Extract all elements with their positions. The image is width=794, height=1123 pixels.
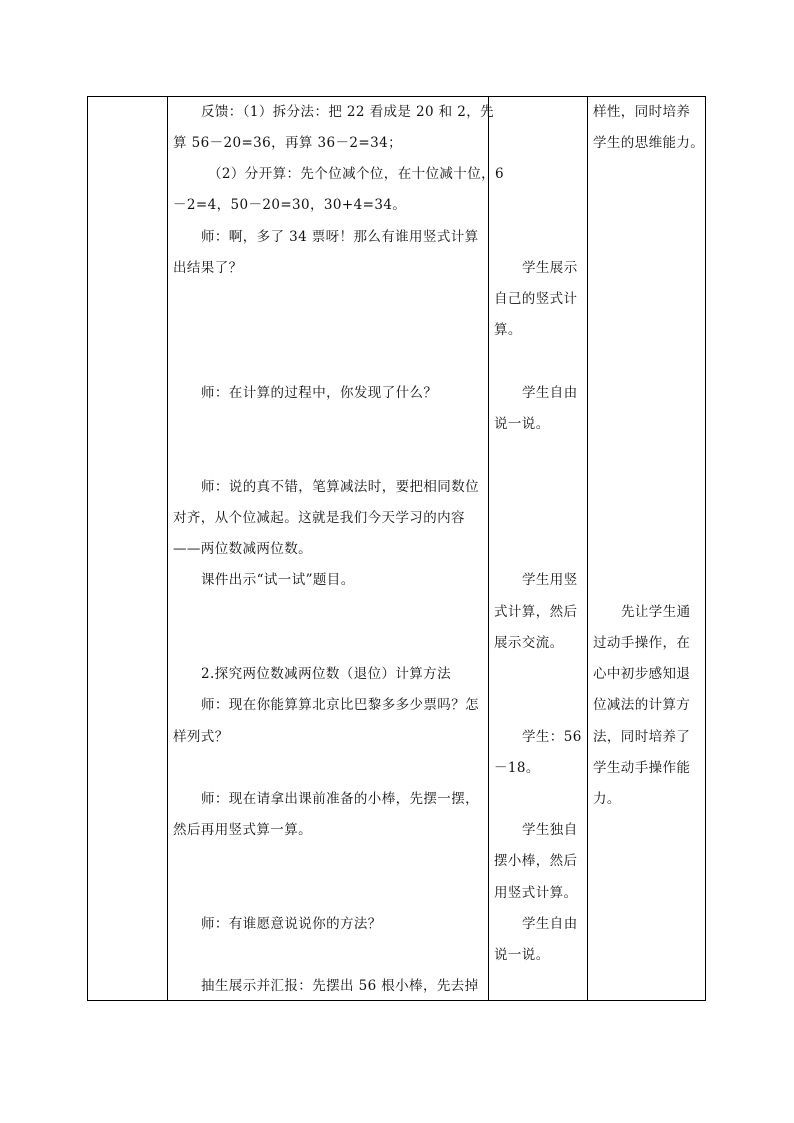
text-line: 师：啊，多了 34 票呀！那么有谁用竖式计算 xyxy=(201,229,479,245)
text-line: 师：说的真不错，笔算减法时，要把相同数位 xyxy=(201,479,479,495)
text-line: －2=4，50－20=30，30+4=34。 xyxy=(173,197,407,213)
text-line: 自己的竖式计 xyxy=(494,291,578,307)
text-line: 出结果了？ xyxy=(173,260,243,276)
text-line: 先让学生通 xyxy=(621,604,691,620)
text-line: ——两位数减两位数。 xyxy=(173,541,312,557)
text-line: 位减法的计算方 xyxy=(593,697,691,713)
text-line: 课件出示“试一试”题目。 xyxy=(201,572,355,588)
text-line: 摆小棒，然后 xyxy=(494,853,578,869)
text-line: 师：在计算的过程中，你发现了什么？ xyxy=(201,385,438,401)
text-line: 师：有谁愿意说说你的方法？ xyxy=(201,916,382,932)
text-line: 说一说。 xyxy=(494,416,550,432)
text-line: 然后再用竖式算一算。 xyxy=(173,822,312,838)
text-line: 学生展示 xyxy=(522,260,578,276)
text-line: 学生：56 xyxy=(522,729,582,745)
text-line: 反馈：（1）拆分法：把 22 看成是 20 和 2，先 xyxy=(201,104,495,120)
text-line: －18。 xyxy=(494,760,540,776)
text-line: 学生自由 xyxy=(522,385,578,401)
text-line: 心中初步感知退 xyxy=(593,666,691,682)
text-line: 师：现在请拿出课前准备的小棒，先摆一摆， xyxy=(201,791,479,807)
text-line: 展示交流。 xyxy=(494,635,564,651)
text-line: 学生独自 xyxy=(522,822,578,838)
text-line: 用竖式计算。 xyxy=(494,885,578,901)
text-line: 算 56－20=36，再算 36－2=34； xyxy=(173,135,402,151)
text-line: 学生自由 xyxy=(522,916,578,932)
column-divider xyxy=(587,96,588,1001)
text-line: 2.探究两位数减两位数（退位）计算方法 xyxy=(201,666,451,682)
text-line: 样列式？ xyxy=(173,729,229,745)
column-divider xyxy=(167,96,168,1001)
text-line: 样性，同时培养 xyxy=(593,104,691,120)
text-line: 算。 xyxy=(494,322,522,338)
text-line: 抽生展示并汇报：先摆出 56 根小棒，先去掉 xyxy=(201,978,479,994)
text-line: 师：现在你能算算北京比巴黎多多少票吗？怎 xyxy=(201,697,479,713)
text-line: 说一说。 xyxy=(494,947,550,963)
text-line: 学生的思维能力。 xyxy=(593,135,705,151)
column-divider xyxy=(488,96,489,1001)
text-line: 学生动手操作能 xyxy=(593,760,691,776)
text-line: 力。 xyxy=(593,791,621,807)
text-line: （2）分开算：先个位减个位，在十位减十位，6 xyxy=(208,166,504,182)
text-line: 法，同时培养了 xyxy=(593,729,691,745)
text-line: 式计算，然后 xyxy=(494,604,578,620)
text-line: 对齐，从个位减起。这就是我们今天学习的内容 xyxy=(173,510,465,526)
text-line: 过动手操作，在 xyxy=(593,635,691,651)
text-line: 学生用竖 xyxy=(522,572,578,588)
